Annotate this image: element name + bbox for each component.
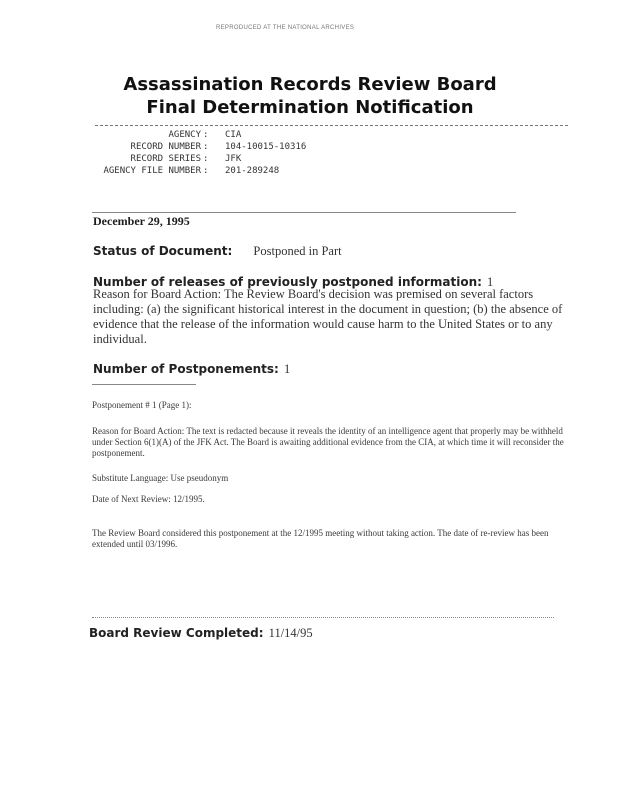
date-rule [92, 212, 516, 213]
postponements-rule [92, 384, 196, 385]
record-value-number: 104-10015-10316 [225, 142, 307, 152]
board-action-paragraph: Reason for Board Action: The Review Board's decision was premised on several factors including: (a) the significant historical interest in the document in question; (b) the absence of evidence that the release of the information would cause harm to the United States or to any individual. [93, 287, 563, 346]
releases-value: 1 [487, 275, 494, 289]
document-title: Assassination Records Review Board [123, 74, 497, 95]
document-date: December 29, 1995 [93, 214, 190, 228]
header-divider [95, 125, 568, 126]
record-label-series: RECORD SERIES [130, 154, 201, 164]
record-separator: : [203, 166, 209, 176]
next-review-date: Date of Next Review: 12/1995. [92, 494, 205, 504]
completed-value: 11/14/95 [268, 626, 313, 640]
record-label-agency: AGENCY [168, 130, 201, 140]
postponement-heading: Postponement # 1 (Page 1): [92, 400, 192, 410]
status-value: Postponed in Part [253, 244, 342, 258]
postponements-label: Number of Postponements: [93, 362, 279, 376]
record-value-file-number: 201-289248 [225, 166, 280, 176]
postponements-line [93, 358, 290, 377]
archive-watermark: REPRODUCED AT THE NATIONAL ARCHIVES [216, 25, 355, 31]
record-label-number: RECORD NUMBER [130, 142, 201, 152]
record-separator: : [203, 154, 209, 164]
postponements-value: 1 [283, 362, 291, 376]
substitute-language: Substitute Language: Use pseudonym [92, 473, 229, 483]
record-separator: : [203, 130, 209, 140]
record-value-series: JFK [225, 154, 242, 164]
completed-rule [92, 617, 554, 618]
record-separator: : [203, 142, 209, 152]
record-value-agency: CIA [225, 130, 242, 140]
postponement-reason: Reason for Board Action: The text is redacted because it reveals the identity of an intelligence agent that properly may be withheld under Section 6(1)(A) of the JFK Act. The Board is awaiting additional evidence from the CIA, at which time it will reconsider the postponement. [92, 426, 564, 458]
status-label: Status of Document: [93, 244, 233, 258]
completed-line [89, 622, 313, 641]
releases-label: Number of releases of previously postponed information: [93, 275, 482, 289]
review-note: The Review Board considered this postponement at the 12/1995 meeting without taking action. The date of re-review has been extended until 03/1996. [92, 528, 549, 549]
status-line [93, 240, 342, 259]
completed-label: Board Review Completed: [89, 626, 264, 640]
document-subtitle: Final Determination Notification [146, 97, 474, 118]
record-label-file-number: AGENCY FILE NUMBER [103, 166, 201, 176]
